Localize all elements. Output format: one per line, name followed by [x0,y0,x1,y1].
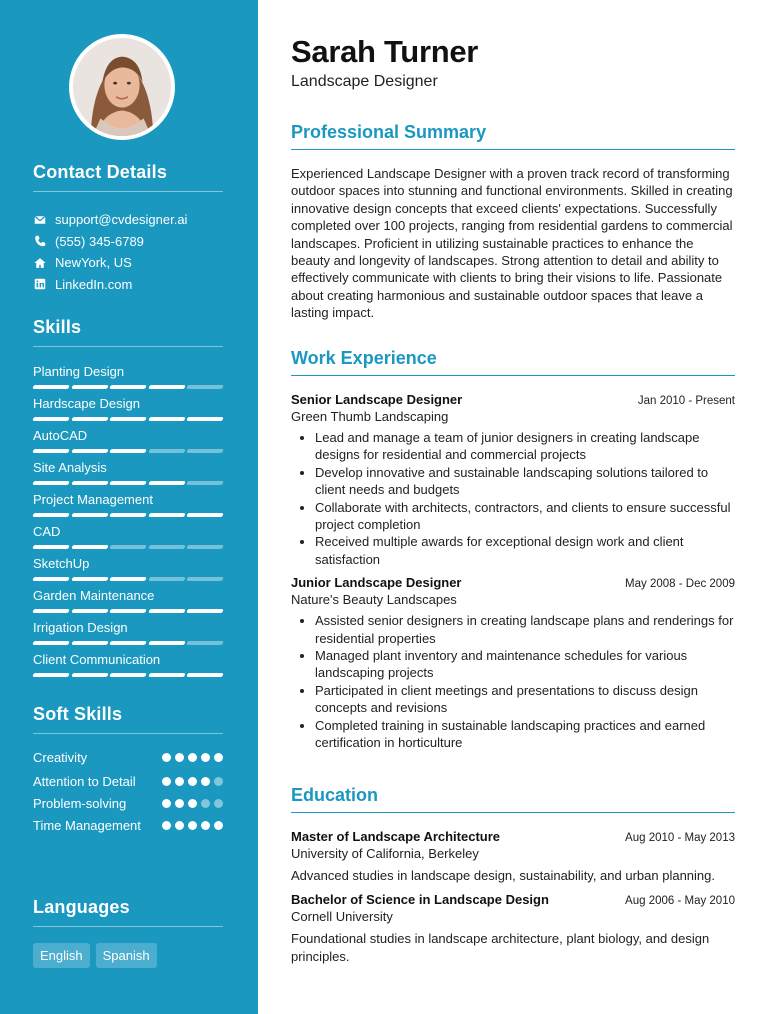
job-date: May 2008 - Dec 2009 [625,578,735,591]
job-bullet: • Completed training in sustainable landscaping practices and earned certification in horticulture [315,717,735,752]
rating-dot [162,753,171,762]
contact-location-text: NewYork, US [55,255,132,271]
skill-level-bar [33,577,223,581]
phone-icon [33,234,47,248]
summary-title: Professional Summary [291,122,735,150]
skill-item [33,359,223,391]
skill-level-bar [33,641,223,645]
job-bullets [291,612,735,751]
contact-phone-text: (555) 345-6789 [55,233,144,249]
job-company: Green Thumb Landscaping [291,409,449,424]
rating-dot [162,777,171,786]
education-degree: Master of Landscape Architecture [291,829,501,844]
skill-level-segment [148,385,185,389]
skill-level-segment [32,673,69,677]
skill-level-segment [148,417,185,421]
skill-level-segment [187,417,224,421]
rating-dot [201,821,210,830]
skill-item [33,583,223,615]
skill-name: SketchUp [33,556,90,571]
job-title: Senior Landscape Designer [291,392,463,407]
skill-level-bar [33,513,223,517]
skill-level-segment [109,481,146,485]
skill-name: Project Management [33,492,153,507]
skill-level-segment [187,481,224,485]
rating-dot [175,821,184,830]
skill-level-bar [33,609,223,613]
skill-level-segment [32,577,69,581]
job-company: Nature's Beauty Landscapes [291,592,457,608]
rating-dot [175,777,184,786]
skill-item [33,455,223,487]
experience-section [291,348,735,752]
skill-level-segment [148,641,185,645]
education-entry [291,892,735,965]
skill-level-segment [148,577,185,581]
jobs-list [291,392,735,752]
job-bullet: • Develop innovative and sustainable landscaping solutions tailored to client needs and budgets [315,464,735,499]
skill-level-bar [33,481,223,485]
languages-section [33,897,223,968]
skill-level-segment [32,481,69,485]
job-bullets [291,429,735,568]
skill-level-segment [71,481,108,485]
skill-level-segment [32,385,69,389]
job-header [291,575,735,590]
sidebar [0,0,258,1014]
skill-name: Irrigation Design [33,620,128,635]
soft-skill-name: Creativity [33,750,88,765]
skills-title: Skills [33,317,223,347]
skill-level-segment [187,609,224,613]
skill-level-segment [71,417,108,421]
avatar [69,34,175,140]
skill-level-segment [32,641,69,645]
skill-name: CAD [33,524,61,539]
skill-level-segment [71,641,108,645]
contact-title: Contact Details [33,162,223,192]
contact-linkedin[interactable] [33,274,223,296]
language-tag: English [33,943,90,968]
education-description: Advanced studies in landscape design, sustainability, and urban planning. [291,868,715,883]
skill-level-bar [33,673,223,677]
rating-dot [188,799,197,808]
skill-level-segment [32,449,69,453]
skill-level-segment [32,545,69,549]
rating-dot [188,821,197,830]
languages-list [33,943,223,968]
languages-title: Languages [33,897,223,927]
contact-linkedin-text: LinkedIn.com [55,276,133,292]
skill-level-segment [109,385,146,389]
soft-skill-name: Attention to Detail [33,774,136,789]
job-header [291,392,735,407]
skill-item [33,487,223,519]
skill-name: Hardscape Design [33,396,140,411]
skill-level-segment [187,545,224,549]
skill-level-segment [71,513,108,517]
soft-skills-list [33,749,223,834]
experience-title: Work Experience [291,348,735,376]
skill-name: Planting Design [33,364,125,379]
skill-level-segment [71,673,108,677]
skill-level-segment [109,609,146,613]
skill-level-segment [109,673,146,677]
summary-section [291,122,735,322]
skill-level-segment [187,673,224,677]
skill-level-segment [71,385,108,389]
skill-level-segment [148,481,185,485]
soft-skill-item [33,817,223,834]
rating-dot [214,821,223,830]
skill-level-segment [109,577,146,581]
soft-skills-section [33,704,223,834]
skill-level-segment [71,545,108,549]
job-bullet: • Assisted senior designers in creating landscape plans and renderings for residential properties [315,612,735,647]
skill-item [33,647,223,679]
contact-email[interactable] [33,209,223,231]
skill-item [33,615,223,647]
job-entry [291,392,735,568]
skill-level-segment [32,609,69,613]
profile-photo [73,38,171,136]
soft-skill-item [33,749,223,766]
job-bullet: • Lead and manage a team of junior designers in creating landscape designs for residential and commercial projects [315,429,735,464]
education-date: Aug 2006 - May 2010 [625,895,735,908]
skill-item [33,519,223,551]
skill-level-segment [109,513,146,517]
education-degree: Bachelor of Science in Landscape Design [291,892,549,908]
skill-name: AutoCAD [33,428,88,443]
job-bullet: • Collaborate with architects, contractors, and clients to ensure successful project completion [315,499,735,534]
soft-skill-name: Problem-solving [33,796,127,811]
skill-level-segment [187,577,224,581]
rating-dot [214,777,223,786]
education-school: Cornell University [291,909,393,925]
rating-dot [162,799,171,808]
education-header [291,829,735,844]
soft-skill-item [33,773,223,790]
skill-name: Garden Maintenance [33,588,155,603]
skill-level-bar [33,385,223,389]
skill-level-segment [32,513,69,517]
soft-skill-rating [162,795,223,808]
skill-level-bar [33,545,223,549]
home-icon [33,256,47,270]
skill-level-segment [71,577,108,581]
education-title: Education [291,785,735,813]
skill-item [33,551,223,583]
contact-location [33,252,223,274]
skill-level-segment [109,545,146,549]
skill-level-segment [148,449,185,453]
education-description: Foundational studies in landscape architecture, plant biology, and design principles. [291,931,710,964]
skill-item [33,391,223,423]
job-bullet: • Received multiple awards for exceptional design work and client satisfaction [315,533,735,568]
skill-level-segment [148,545,185,549]
rating-dot [162,821,171,830]
skill-level-segment [148,513,185,517]
job-date: Jan 2010 - Present [637,395,735,407]
skill-level-segment [148,673,185,677]
skill-level-segment [187,385,224,389]
candidate-role: Landscape Designer [291,73,438,90]
soft-skill-rating [162,817,223,830]
skill-level-bar [33,449,223,453]
soft-skills-title: Soft Skills [33,704,223,734]
job-entry [291,575,735,751]
job-title: Junior Landscape Designer [291,575,462,591]
contact-list [33,209,223,295]
education-section [291,785,735,965]
rating-dot [188,777,197,786]
education-entry [291,829,735,884]
skill-level-segment [71,609,108,613]
skill-name: Site Analysis [33,460,107,475]
candidate-name: Sarah Turner [291,34,479,69]
rating-dot [175,753,184,762]
skill-level-segment [187,449,224,453]
envelope-icon [33,213,47,227]
skill-level-segment [109,417,146,421]
contact-email-text: support@cvdesigner.ai [55,212,188,228]
skill-level-bar [33,417,223,421]
rating-dot [175,799,184,808]
rating-dot [214,799,223,808]
job-bullet: • Participated in client meetings and presentations to discuss design concepts and revisions [315,682,735,717]
skill-item [33,423,223,455]
education-school: University of California, Berkeley [291,846,479,861]
rating-dot [201,777,210,786]
rating-dot [201,799,210,808]
rating-dot [214,753,223,762]
skill-level-segment [187,641,224,645]
rating-dot [201,753,210,762]
skill-level-segment [71,449,108,453]
skill-name: Client Communication [33,652,161,667]
soft-skill-rating [162,749,223,762]
skill-level-segment [148,609,185,613]
education-date: Aug 2010 - May 2013 [625,832,735,844]
language-tag: Spanish [96,943,157,968]
skill-level-segment [109,449,146,453]
soft-skill-item [33,795,223,812]
job-bullet: • Managed plant inventory and maintenance schedules for various landscaping projects [315,647,735,682]
skill-level-segment [32,417,69,421]
contact-section [33,162,223,295]
skill-level-segment [109,641,146,645]
soft-skill-name: Time Management [33,818,141,833]
summary-text: Experienced Landscape Designer with a proven track record of transforming outdoor spaces into stunning and functional environments. Skilled in creating innovative design concepts that exceed clients' expectations. Successfully completed over 100 projects, ranging from residential gardens to commercial landscapes. Proficient in utilizing sustainable practices to enhance the beauty and longevity of landscapes. Strong attention to detail and ability to effectively communicate with clients to bring their visions to life. Passionate about creating harmonious and sustainable outdoor spaces that leave a lasting impact. [291,166,733,321]
skills-list [33,359,223,679]
rating-dot [188,753,197,762]
linkedin-icon [33,277,47,291]
education-list [291,829,735,965]
soft-skill-rating [162,773,223,786]
skills-section [33,317,223,679]
skill-level-segment [187,513,224,517]
contact-phone[interactable] [33,231,223,253]
education-header [291,892,735,907]
